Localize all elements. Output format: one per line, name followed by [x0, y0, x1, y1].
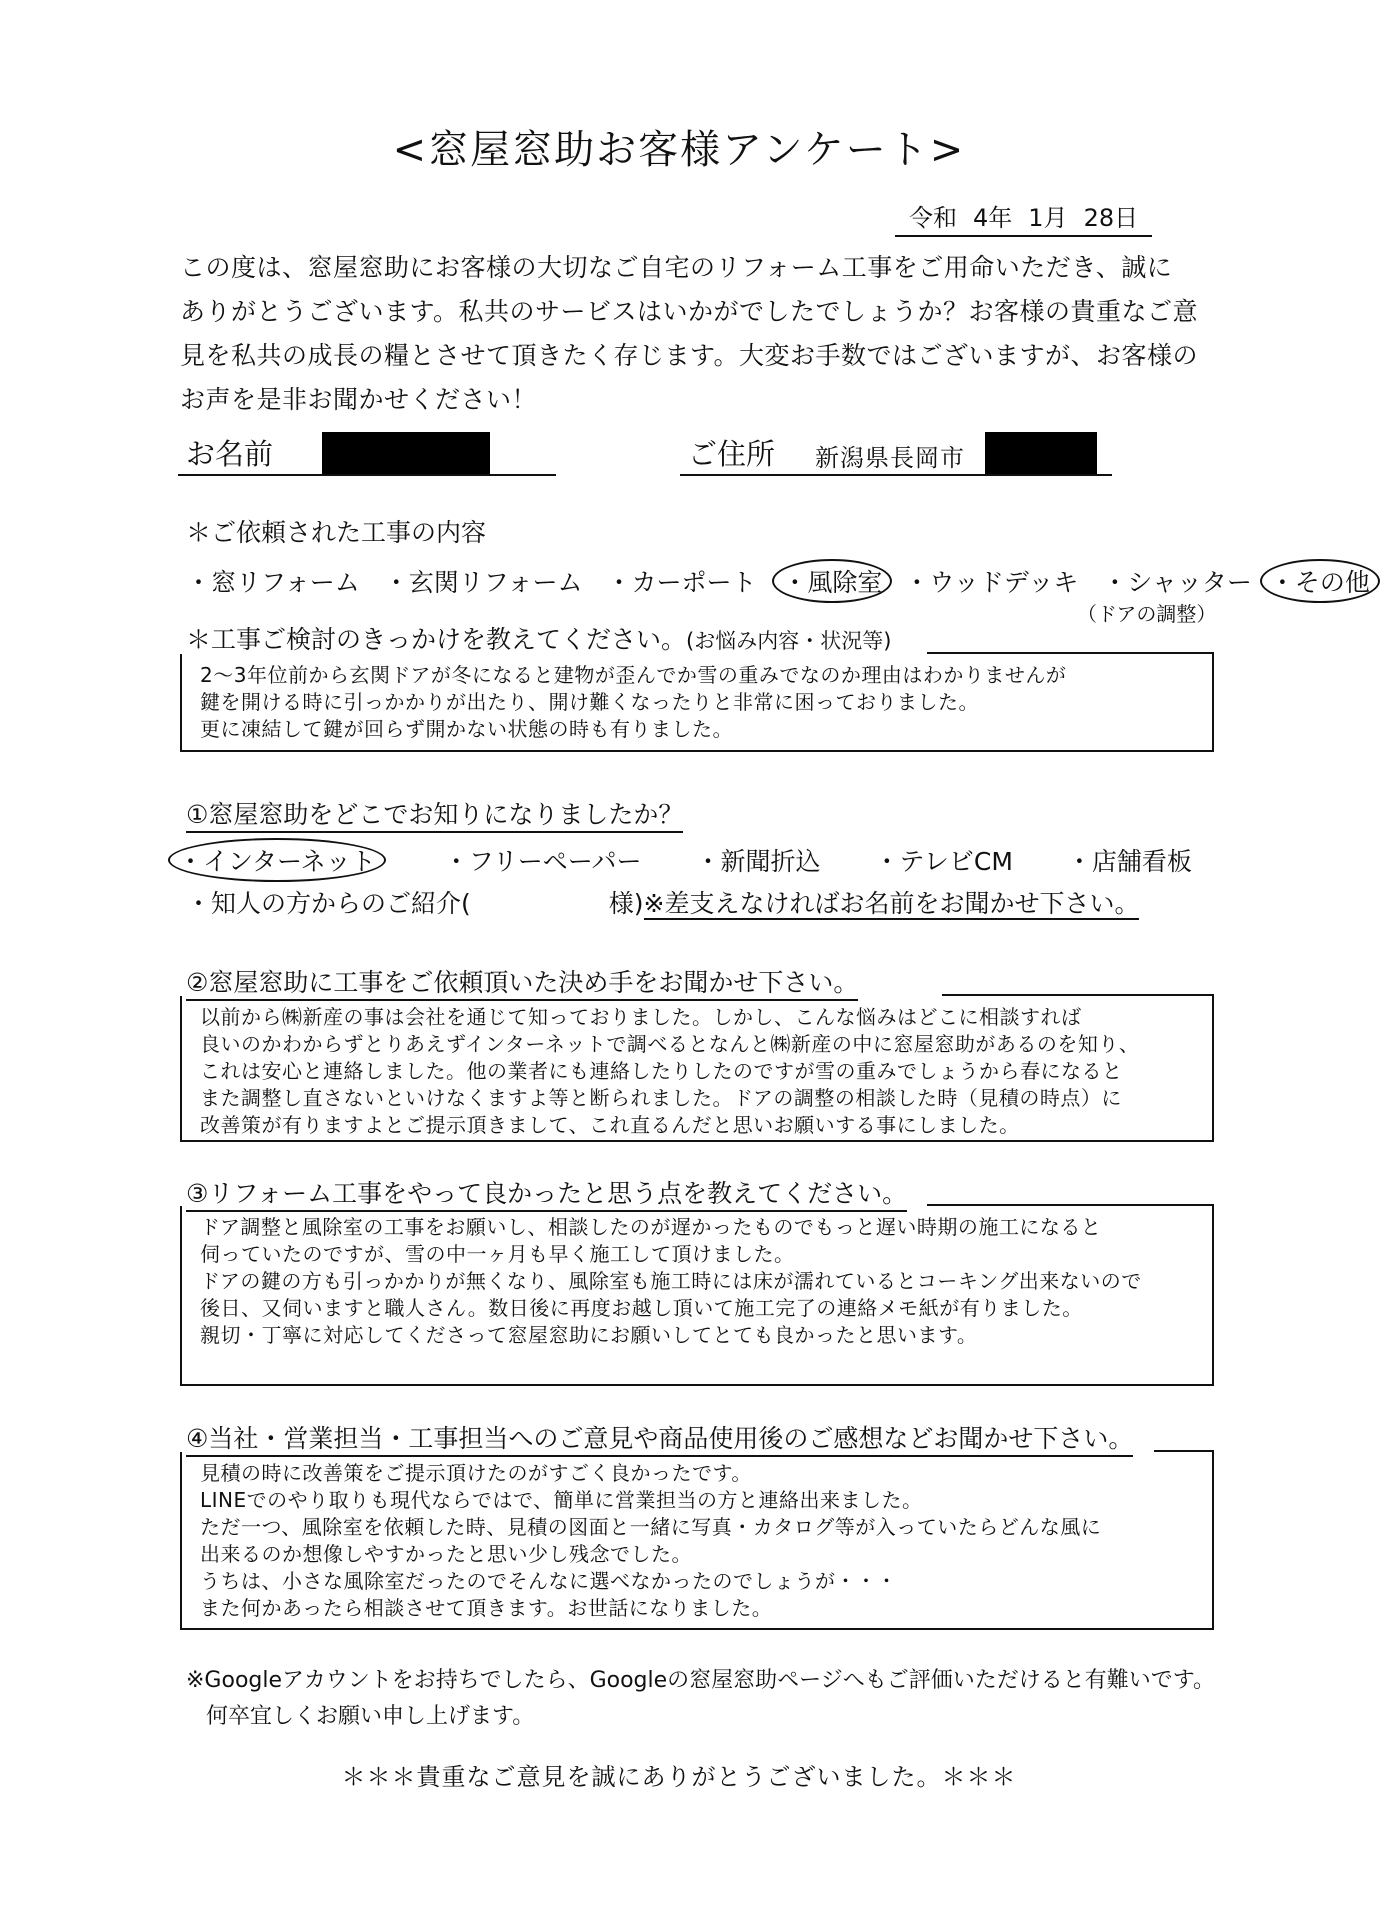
- answer-line: うちは、小さな風除室だったのでそんなに選べなかったのでしょうが・・・: [200, 1569, 897, 1593]
- option-tv-cm: ・テレビCM: [874, 847, 1013, 876]
- answer-line: ドア調整と風除室の工事をお願いし、相談したのが遅かったものでもっと遅い時期の施工になると: [200, 1215, 1102, 1239]
- q1-heading: ①窓屋窓助をどこでお知りになりましたか？: [186, 795, 683, 833]
- answer-line: ドアの鍵の方も引っかかりが無くなり、風除室も施工時には床が濡れているとコーキング出来ないので: [200, 1269, 1142, 1293]
- trigger-answer-box: [180, 654, 1214, 752]
- answer-line: 伺っていたのですが、雪の中一ヶ月も早く施工して頂けました。: [200, 1242, 795, 1266]
- answer-line: また何かあったら相談させて頂きます。お世話になりました。: [200, 1596, 773, 1620]
- q3-heading: ③リフォーム工事をやって良かったと思う点を教えてください。: [186, 1174, 907, 1212]
- referral-note: ※差支えなければお名前をお聞かせ下さい。: [643, 889, 1140, 918]
- option-shutter: ・シャッター: [1102, 568, 1252, 597]
- option-carport: ・カーポート: [606, 568, 757, 597]
- intro-line: この度は、窓屋窓助にお客様の大切なご自宅のリフォーム工事をご用命いただき、誠に: [180, 253, 1173, 282]
- request-options: [186, 559, 1396, 603]
- date-era: 令和: [909, 204, 957, 232]
- closing-line: 何卒宜しくお願い申し上げます。: [206, 1704, 535, 1729]
- q2-heading: ②窓屋窓助に工事をご依頼頂いた決め手をお聞かせ下さい。: [186, 963, 858, 1001]
- option-windbreak-room-circled: ・風除室: [772, 559, 892, 603]
- date-year: 4年: [973, 204, 1013, 232]
- address-field-line: [680, 474, 1112, 476]
- google-review-note: ※Googleアカウントをお持ちでしたら、Googleの窓屋窓助ページへもご評価いただけると有難いです。 何卒宜しくお願い申し上げます。: [186, 1663, 1215, 1735]
- answer-line: 更に凍結して鍵が回らず開かない状態の時も有りました。: [200, 717, 733, 741]
- name-redaction: [322, 432, 490, 476]
- answer-line: また調整し直さないといけなくますよ等と断られました。ドアの調整の相談した時（見積の時点）に: [200, 1086, 1122, 1110]
- q2-answer-box: [180, 996, 1214, 1142]
- address-redaction: [985, 432, 1097, 476]
- option-free-paper: ・フリーペーパー: [443, 847, 642, 876]
- option-store-sign: ・店舗看板: [1066, 847, 1192, 876]
- other-note: （ドアの調整）: [1077, 602, 1217, 626]
- request-heading: ＊ご依頼された工事の内容: [186, 518, 487, 547]
- answer-line: 良いのかわからずとりあえずインターネットで調べるとなんと㈱新産の中に窓屋窓助があるのを知り、: [200, 1032, 1140, 1056]
- answer-line: 2～3年位前から玄関ドアが冬になると建物が歪んでか雪の重みでなのか理由はわかりませんが: [200, 663, 1067, 687]
- answer-line: 後日、又伺いますと職人さん。数日後に再度お越し頂いて施工完了の連絡メモ紙が有りました。: [200, 1296, 1083, 1320]
- name-field-line: [178, 474, 556, 476]
- intro-line: ありがとうございます。私共のサービスはいかがでしたでしょうか？お客様の貴重なご意: [180, 297, 1199, 326]
- answer-line: 出来るのか想像しやすかったと思い少し残念でした。: [200, 1542, 692, 1566]
- q4-heading: ④当社・営業担当・工事担当へのご意見や商品使用後のご感想などお聞かせ下さい。: [186, 1419, 1133, 1457]
- option-newspaper-insert: ・新聞折込: [695, 847, 821, 876]
- q1-options: [168, 838, 1238, 882]
- answer-line: 以前から㈱新産の事は会社を通じて知っておりました。しかし、こんな悩みはどこに相談すれば: [200, 1005, 1082, 1029]
- option-internet-circled: ・インターネット: [168, 838, 386, 882]
- answer-line: 見積の時に改善策をご提示頂けたのがすごく良かったです。: [200, 1461, 752, 1485]
- answer-line: 改善策が有りますよとご提示頂きまして、これ直るんだと思いお願いする事にしました。: [200, 1113, 1020, 1137]
- intro-text: [180, 246, 1198, 422]
- option-entrance: ・玄関リフォーム: [383, 568, 583, 597]
- thanks-line: ＊＊＊貴重なご意見を誠にありがとうございました。＊＊＊: [341, 1763, 1017, 1791]
- option-other-circled: ・その他: [1260, 559, 1380, 603]
- option-window: ・窓リフォーム: [186, 568, 360, 597]
- answer-line: LINEでのやり取りも現代ならではで、簡単に営業担当の方と連絡出来ました。: [200, 1488, 923, 1512]
- intro-line: 見を私共の成長の糧とさせて頂きたく存じます。大変お手数ではございますが、お客様の: [180, 341, 1199, 370]
- trigger-heading: ＊工事ご検討のきっかけを教えてください。(お悩み内容・状況等): [186, 625, 892, 654]
- q3-answer-box: [180, 1206, 1214, 1386]
- option-wood-deck: ・ウッドデッキ: [904, 568, 1079, 597]
- date-day: 28日: [1083, 204, 1139, 232]
- answer-line: 鍵を開ける時に引っかかりが出たり、開け難くなったりと非常に困っておりました。: [200, 690, 979, 714]
- date-month: 1月: [1028, 204, 1068, 232]
- intro-line: お声を是非お聞かせください！: [180, 385, 538, 414]
- survey-date: [895, 198, 1152, 237]
- address-value: 新潟県長岡市: [815, 444, 965, 472]
- page-title: <窓屋窓助お客様アンケート>: [392, 127, 966, 173]
- address-label: ご住所: [688, 437, 776, 471]
- name-label: お名前: [186, 437, 274, 471]
- answer-line: これは安心と連絡しました。他の業者にも連絡したりしたのですが雪の重みでしょうから春になると: [200, 1059, 1123, 1083]
- answer-line: ただ一つ、風除室を依頼した時、見積の図面と一緒に写真・カタログ等が入っていたらどんな風に: [200, 1515, 1102, 1539]
- q4-answer-box: [180, 1452, 1214, 1630]
- q1-referral: ・知人の方からのご紹介( 様)※差支えなければお名前をお聞かせ下さい。: [186, 889, 1140, 918]
- answer-line: 親切・丁寧に対応してくださって窓屋窓助にお願いしてとても良かったと思います。: [200, 1323, 978, 1347]
